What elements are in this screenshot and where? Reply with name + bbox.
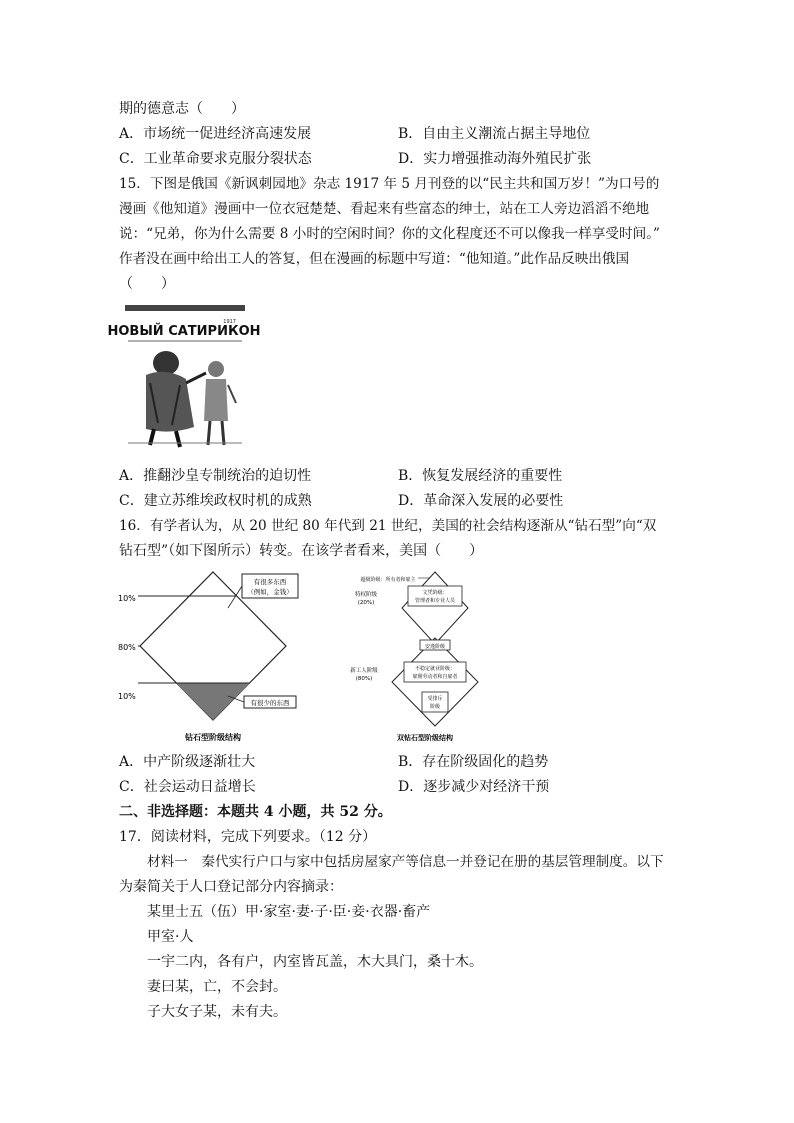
q14-option-a: A．市场统一促进经济高速发展 xyxy=(119,126,312,142)
q15-line-1: 15．下图是俄国《新讽刺园地》杂志 1917 年 5 月刊登的以“民主共和国万岁！”为口号的 xyxy=(119,176,660,192)
new-working-class-pct: (80%) xyxy=(355,676,373,682)
q14-option-c: C．工业革命要求克服分裂状态 xyxy=(119,151,312,167)
q16-option-a: A．中产阶级逐渐壮大 xyxy=(119,754,256,770)
pct-mid-label: 80% xyxy=(118,643,136,652)
box-bottom-text: 有很少的东西 xyxy=(250,699,290,707)
privileged-class-label: 特权阶级 xyxy=(354,592,378,598)
q15-cartoon-image xyxy=(107,303,261,451)
super-class-label: 超级阶级：所有者和雇主 xyxy=(360,577,416,583)
cartoon-year: 1917 xyxy=(223,319,236,325)
privileged-class-pct: (20%) xyxy=(357,600,375,606)
diamond-bottom-shade xyxy=(176,683,250,720)
q15-line-3: 说：“兄弟，你为什么需要 8 小时的空闲时间？你的文化程度还不可以像我一样享受时间。” xyxy=(119,226,660,242)
excluded-line-1: 受排斥 xyxy=(427,696,443,702)
q15-option-d: D．革命深入发展的必要性 xyxy=(398,493,564,509)
cartoon-header-strip xyxy=(125,305,245,311)
q17-material-1-line-1: 材料一 秦代实行户口与家中包括房屋家产等信息一并登记在册的基层管理制度。以下 xyxy=(147,854,664,870)
q17-excerpt-1: 某里士五（伍）甲·家室·妻·子·臣·妾·衣器·畜产 xyxy=(147,904,431,920)
q14-stem-end: 期的德意志（ ） xyxy=(119,101,245,117)
q15-option-b: B．恢复发展经济的重要性 xyxy=(398,468,563,484)
q17-excerpt-3: 一宇二内，各有户，内室皆瓦盖，木大具门，桑十木。 xyxy=(147,954,483,970)
precarious-line-1: 不稳定就业阶级： xyxy=(414,666,456,672)
double-diamond-caption: 双钻石型阶级结构 xyxy=(397,734,453,742)
pct-bottom-label: 10% xyxy=(118,692,136,701)
q17-excerpt-4: 妻曰某，亡，不会封。 xyxy=(147,979,287,995)
double-diamond-diagram xyxy=(340,568,490,746)
pct-top-label: 10% xyxy=(118,594,136,603)
cartoon-title: НОВЫЙ САТИРИКОН xyxy=(107,324,261,339)
diamond-caption: 钻石型阶级结构 xyxy=(185,733,241,742)
q17-excerpt-5: 子大女子某，未有夫。 xyxy=(147,1004,287,1020)
q14-option-b: B．自由主义潮流占据主导地位 xyxy=(398,126,591,142)
precarious-line-2: 雇佣劳动者和自雇者 xyxy=(412,674,458,680)
q17-material-1-line-2: 为秦简关于人口登记部分内容摘录： xyxy=(119,879,343,895)
q17-excerpt-2: 甲室·人 xyxy=(147,929,194,945)
box-top-line-2: （例如，金钱） xyxy=(247,588,293,596)
q16-line-1: 16．有学者认为，从 20 世纪 80 年代到 21 世纪，美国的社会结构逐渐从“钻石型”向“双 xyxy=(119,518,657,534)
new-working-class-label: 新工人阶级 xyxy=(350,668,378,674)
excluded-line-2: 阶级 xyxy=(429,704,441,710)
q16-option-c: C．社会运动日益增长 xyxy=(119,779,256,795)
q16-line-2: 钻石型”（如下图所示）转变。在该学者看来，美国（ ） xyxy=(119,543,484,559)
q15-option-c: C．建立苏维埃政权时机的成熟 xyxy=(119,493,312,509)
section-2-heading: 二、非选择题：本题共 4 小题，共 52 分。 xyxy=(119,804,392,820)
q14-option-d: D．实力增强推动海外殖民扩张 xyxy=(398,151,592,167)
credentialed-line-2: 管理者和专业人员 xyxy=(414,598,456,604)
q15-line-5: （ ） xyxy=(119,276,175,292)
q16-option-b: B．存在阶级固化的趋势 xyxy=(398,754,549,770)
q15-line-4: 作者没在画中给出工人的答复，但在漫画的标题中写道：“他知道。”此作品反映出俄国 xyxy=(119,251,630,267)
comfortable-class-label: 安逸阶级 xyxy=(424,644,446,650)
diamond-diagram xyxy=(116,568,326,746)
box-top-line-1: 有很多东西 xyxy=(253,578,287,586)
credentialed-line-1: 文凭阶级： xyxy=(422,590,448,596)
q15-line-2: 漫画《他知道》漫画中一位衣冠楚楚、看起来有些富态的绅士，站在工人旁边滔滔不绝地 xyxy=(119,201,650,217)
q15-option-a: A．推翻沙皇专制统治的迫切性 xyxy=(119,468,312,484)
q17-head: 17．阅读材料，完成下列要求。（12 分） xyxy=(119,829,377,845)
q16-option-d: D．逐步减少对经济干预 xyxy=(398,779,550,795)
